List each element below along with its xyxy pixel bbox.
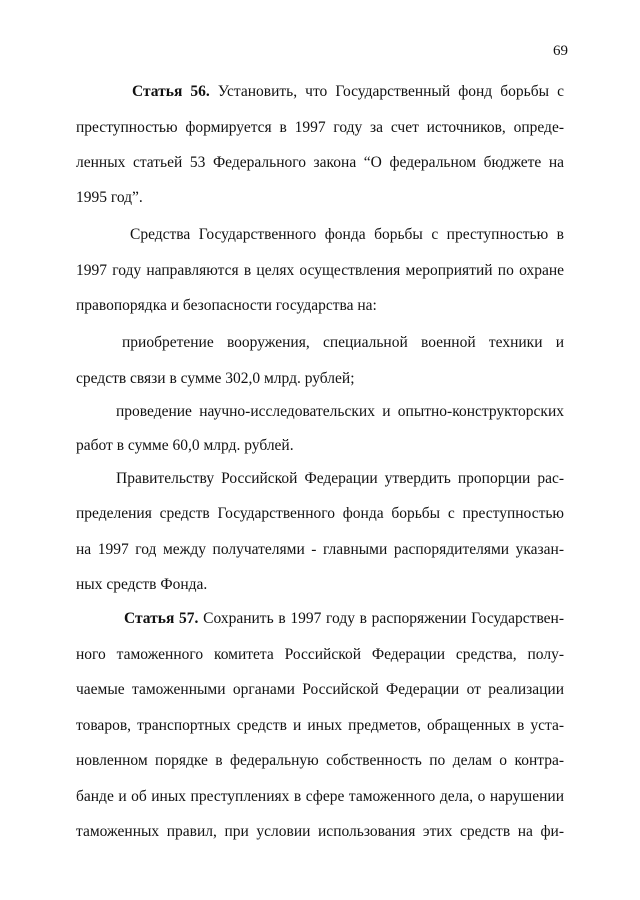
article-56-line: 1995 год”. [76, 189, 143, 206]
research-item-line: проведение научно-исследовательских и опытно-конструкторских [116, 403, 564, 420]
weapons-item-line: средств связи в сумме 302,0 млрд. рублей; [76, 370, 355, 387]
government-paragraph-line: пределения средств Государственного фонда борьбы с преступностью [76, 505, 564, 522]
article-57-line: таможенных правил, при условии использования этих средств на фи- [76, 823, 564, 840]
article-57-first-line [124, 610, 564, 628]
article-56-line: ленных статьей 53 Федерального закона “О федеральном бюджете на [76, 154, 564, 171]
government-paragraph-line: Правительству Российской Федерации утвердить пропорции рас- [116, 470, 564, 487]
research-item-line: работ в сумме 60,0 млрд. рублей. [76, 437, 294, 454]
article-57-text: Сохранить в 1997 году в распоряжении Государствен- [203, 610, 565, 627]
weapons-item-line: приобретение вооружения, специальной военной техники и [122, 334, 564, 351]
funds-paragraph-line: Средства Государственного фонда борьбы с преступностью в [130, 226, 564, 243]
article-57-line: ного таможенного комитета Российской Федерации средства, полу- [76, 646, 564, 663]
article-57-label: Статья 57. [124, 610, 199, 627]
funds-paragraph-line: 1997 году направляются в целях осуществления мероприятий по охране [76, 262, 564, 279]
article-56-label: Статья 56. [132, 83, 210, 100]
funds-paragraph-line: правопорядка и безопасности государства на: [76, 297, 377, 314]
article-56-line: преступностью формируется в 1997 году за счет источников, опреде- [76, 119, 564, 136]
government-paragraph-line: на 1997 год между получателями - главными распорядителями указан- [76, 541, 564, 558]
government-paragraph-line: ных средств Фонда. [76, 576, 208, 593]
article-57-line: банде и об иных преступлениях в сфере таможенного дела, о нарушении [76, 788, 564, 805]
article-57-line: чаемые таможенными органами Российской Федерации от реализации [76, 681, 564, 698]
page-number: 69 [553, 43, 568, 59]
article-57-line: товаров, транспортных средств и иных предметов, обращенных в уста- [76, 717, 564, 734]
article-56-text: Установить, что Государственный фонд борьбы с [217, 83, 564, 100]
article-56-first-line [132, 83, 564, 101]
article-57-line: новленном порядке в федеральную собственность по делам о контра- [76, 752, 564, 769]
